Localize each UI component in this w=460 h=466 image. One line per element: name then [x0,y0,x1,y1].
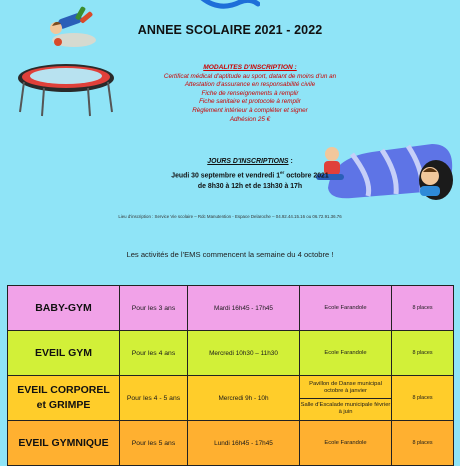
registration-days-colon: : [288,158,293,165]
activity-schedule: Mercredi 10h30 – 11h30 [188,331,300,376]
activity-capacity: 8 places [392,286,454,331]
activity-location: Ecole Farandole [300,286,392,331]
registration-location: Lieu d'inscription : Service Vie scolaire – Rdc Manutention - Espace Delaroche – 04.92.44.15.16 ou 06.72.91.36.76 [118,214,342,219]
registration-dates [120,167,380,181]
requirements-title: MODALITES D'INSCRIPTION : [203,64,297,71]
activities-start-notice: Les activités de l'EMS commencent la semaine du 4 octobre ! [126,250,334,259]
activity-age: Pour les 4 - 5 ans [120,376,188,421]
activity-location [300,376,392,421]
activity-location: Ecole Farandole [300,331,392,376]
location-period: Pavillon de Danse municipal octobre à janvier [309,380,382,394]
table-row [8,376,454,421]
requirement-item: Règlement intérieur à compléter et signer [192,106,308,114]
table-row [8,421,454,466]
activity-location: Ecole Farandole [300,421,392,466]
activity-capacity: 8 places [392,421,454,466]
activity-capacity: 8 places [392,376,454,421]
requirement-item: Fiche de renseignements à remplir [201,89,299,97]
activity-name-line: EVEIL CORPOREL [17,384,110,396]
location-period: Salle d'Escalade municipale février à juin [300,398,391,419]
activity-age: Pour les 5 ans [120,421,188,466]
table-row [8,286,454,331]
school-year-title: ANNEE SCOLAIRE 2021 - 2022 [137,23,323,37]
registration-days-title: JOURS D'INSCRIPTIONS [207,158,289,165]
activity-schedule: Mercredi 9h - 10h [188,376,300,421]
activity-schedule: Lundi 16h45 - 17h45 [188,421,300,466]
activity-name: EVEIL GYMNIQUE [8,421,120,466]
requirement-item: Fiche sanitaire et protocole à remplir [199,98,301,106]
activity-capacity: 8 places [392,331,454,376]
table-row [8,331,454,376]
activity-name [8,376,120,421]
registration-hours: de 8h30 à 12h et de 13h30 à 17h [197,183,303,191]
activity-name: EVEIL GYM [8,331,120,376]
requirement-item: Certificat médical d'aptitude au sport, datant de moins d'un an [163,72,337,80]
registration-days-heading [120,156,380,167]
activity-age: Pour les 4 ans [120,331,188,376]
trampoline-illustration [14,60,118,118]
ordinal-suffix: er [280,170,285,175]
registration-days [120,156,380,192]
registration-dates-text: Jeudi 30 septembre et vendredi 1 [171,172,281,180]
requirement-item: Adhésion 25 € [229,115,271,123]
activity-name: BABY-GYM [8,286,120,331]
activity-age: Pour les 3 ans [120,286,188,331]
registration-dates-year: octobre 2021 [284,172,329,180]
activity-name-line: et GRIMPE [36,399,91,411]
activities-table [7,285,454,466]
banner-swirl-graphic [200,0,260,10]
activity-schedule: Mardi 16h45 - 17h45 [188,286,300,331]
registration-requirements [120,64,380,124]
requirement-item: Attestation d'assurance en responsabilité civile [184,81,316,89]
